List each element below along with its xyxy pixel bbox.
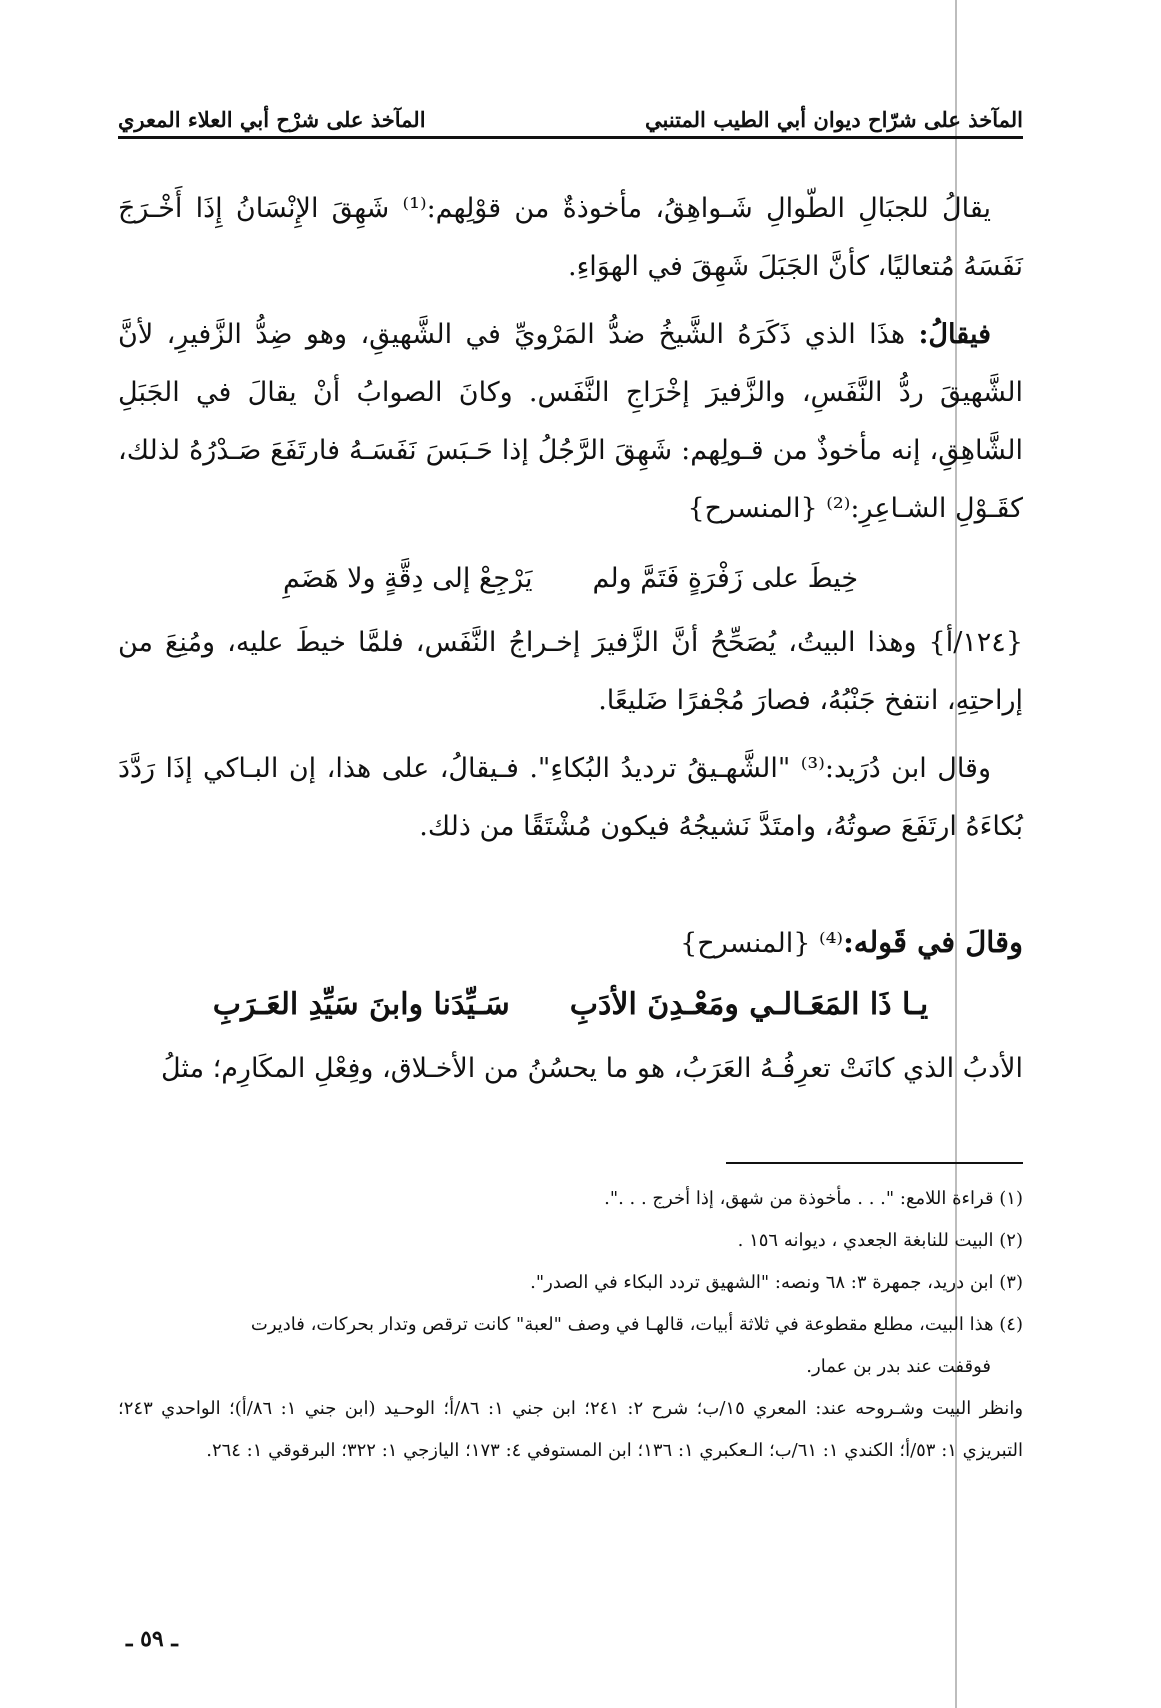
section-heading-lead: وقالَ في قَوله: xyxy=(843,925,1023,959)
verse-2-second-hemistich: سَـيِّدَنا وابنَ سَيِّدِ العَـرَبِ xyxy=(212,987,510,1022)
footnote-4: (٤) هذا البيت، مطلع مقطوعة في ثلاثة أبيات، قالهـا في وصف "لعبة" كانت ترقص وتدار بحركات، فاديرت xyxy=(250,1314,1023,1335)
footnote-3: (٣) ابن دريد، جمهرة ٣: ٦٨ ونصه: "الشهيق تردد البكاء في الصدر". xyxy=(530,1272,1023,1293)
footnote-4-continued: فوقفت عند بدر بن عمار. xyxy=(806,1356,991,1377)
paragraph-3: {١٢٤/أ} وهذا البيتُ، يُصَحِّحُ أنَّ الزَّفيرَ إخـراجُ النَّفَس، فلمَّا خيطَ عليه، ومُنِعَ من إراحتِهِ، انتفخ جَنْبُهُ، فصارَ مُجْفرًا ضَليعًا. xyxy=(118,627,1023,716)
paragraph-5: الأدبُ الذي كانَتْ تعرِفُـهُ العَرَبُ، هو ما يحسُنُ من الأخـلاق، وفِعْلِ المكَارِم؛ مثلُ xyxy=(160,1053,1023,1084)
paragraph-4: وقال ابن دُرَيد:⁽³⁾ "الشَّهـيقُ ترديدُ البُكاءِ". فـيقالُ، على هذا، إن البـاكي إذَا رَدَّدَ بُكاءَهُ ارتَفَعَ صوتُهُ، وامتَدَّ نَشيجُهُ فيكون مُشْتَقًا من ذلك. xyxy=(118,753,1023,842)
section-heading-meter: ⁽⁴⁾ {المنسرح} xyxy=(680,928,844,959)
verse-1-second-hemistich: يَرْجِعْ إلى دِقَّةٍ ولا هَضَمِ xyxy=(282,563,533,594)
paragraph-2 xyxy=(118,306,1023,538)
header-book-title: المآخذ على شرّاح ديوان أبي الطيب المتنبي xyxy=(645,107,1023,132)
header-rule xyxy=(118,136,1023,139)
running-header xyxy=(118,92,1023,132)
verse-2-first-hemistich: يـا ذَا المَعَـالـي ومَعْـدِنَ الأدَبِ xyxy=(569,987,929,1022)
footnote-1: (١) قراءة اللامع: ". . . مأخوذة من شهق، إذا أخرج . . .". xyxy=(604,1188,1023,1209)
footnote-4-references: وانظر البيت وشـروحه عند: المعري ١٥/ب؛ شرح ٢: ٢٤١؛ ابن جني ١: ٨٦/أ؛ الوحـيد (ابن جني ١: ٨٦/أ)؛ الواحدي ٢٤٣؛ التبريزي ١: ٥٣/أ؛ الكندي ١: ٦١/ب؛ الـعكبري ١: ١٣٦؛ ابن المستوفي ٤: ١٧٣؛ اليازجي ١: ٣٢٢؛ البرقوقي ١: ٢٦٤. xyxy=(118,1398,1024,1461)
main-text xyxy=(118,180,1023,1108)
paragraph-2-lead: فيقالُ: xyxy=(918,319,991,350)
footnote-rule xyxy=(726,1162,1023,1164)
paragraph-2-text: هذَا الذي ذَكَرَهُ الشَّيخُ ضدُّ المَرْويِّ في الشَّهيقِ، وهو ضِدُّ الزَّفيرِ، لأنَّ الشَّهيقَ ردُّ النَّفَسِ، والزَّفيرَ إخْرَاجِ النَّفَس. وكانَ الصوابُ أنْ يقالَ في الجَبَلِ الشَّاهِقِ، إنه مأخوذٌ من قـولِهم: شَهِقَ الرَّجُلُ إذا حَـبَسَ نَفَسَـهُ فارتَفَعَ صَـدْرُهُ لذلك، كقَـوْلِ الشـاعِرِ:⁽²⁾ {المنسرح} xyxy=(118,319,1023,524)
footnote-2: (٢) البيت للنابغة الجعدي ، ديوانه ١٥٦ . xyxy=(737,1230,1023,1251)
verse-1 xyxy=(118,548,1023,610)
page-number: ـ ٥٩ ـ xyxy=(126,1626,178,1652)
verse-1-first-hemistich: خِيطَ على زَفْرَةٍ فَتَمَّ ولم xyxy=(592,563,859,594)
section-heading xyxy=(118,914,1023,972)
paragraph-1: يقالُ للجبَالِ الطّوالِ شَـواهِقُ، مأخوذةٌ من قوْلِهم:⁽¹⁾ شَهِقَ الإِنْسَانُ إِذَا أَخْـرَجَ نَفَسَهُ مُتعاليًا، كأنَّ الجَبَلَ شَهِقَ في الهوَاءِ. xyxy=(118,193,1023,282)
verse-2 xyxy=(118,974,1023,1036)
header-chapter-title: المآخذ على شرْح أبي العلاء المعري xyxy=(118,107,426,132)
footnotes xyxy=(118,1178,1023,1472)
